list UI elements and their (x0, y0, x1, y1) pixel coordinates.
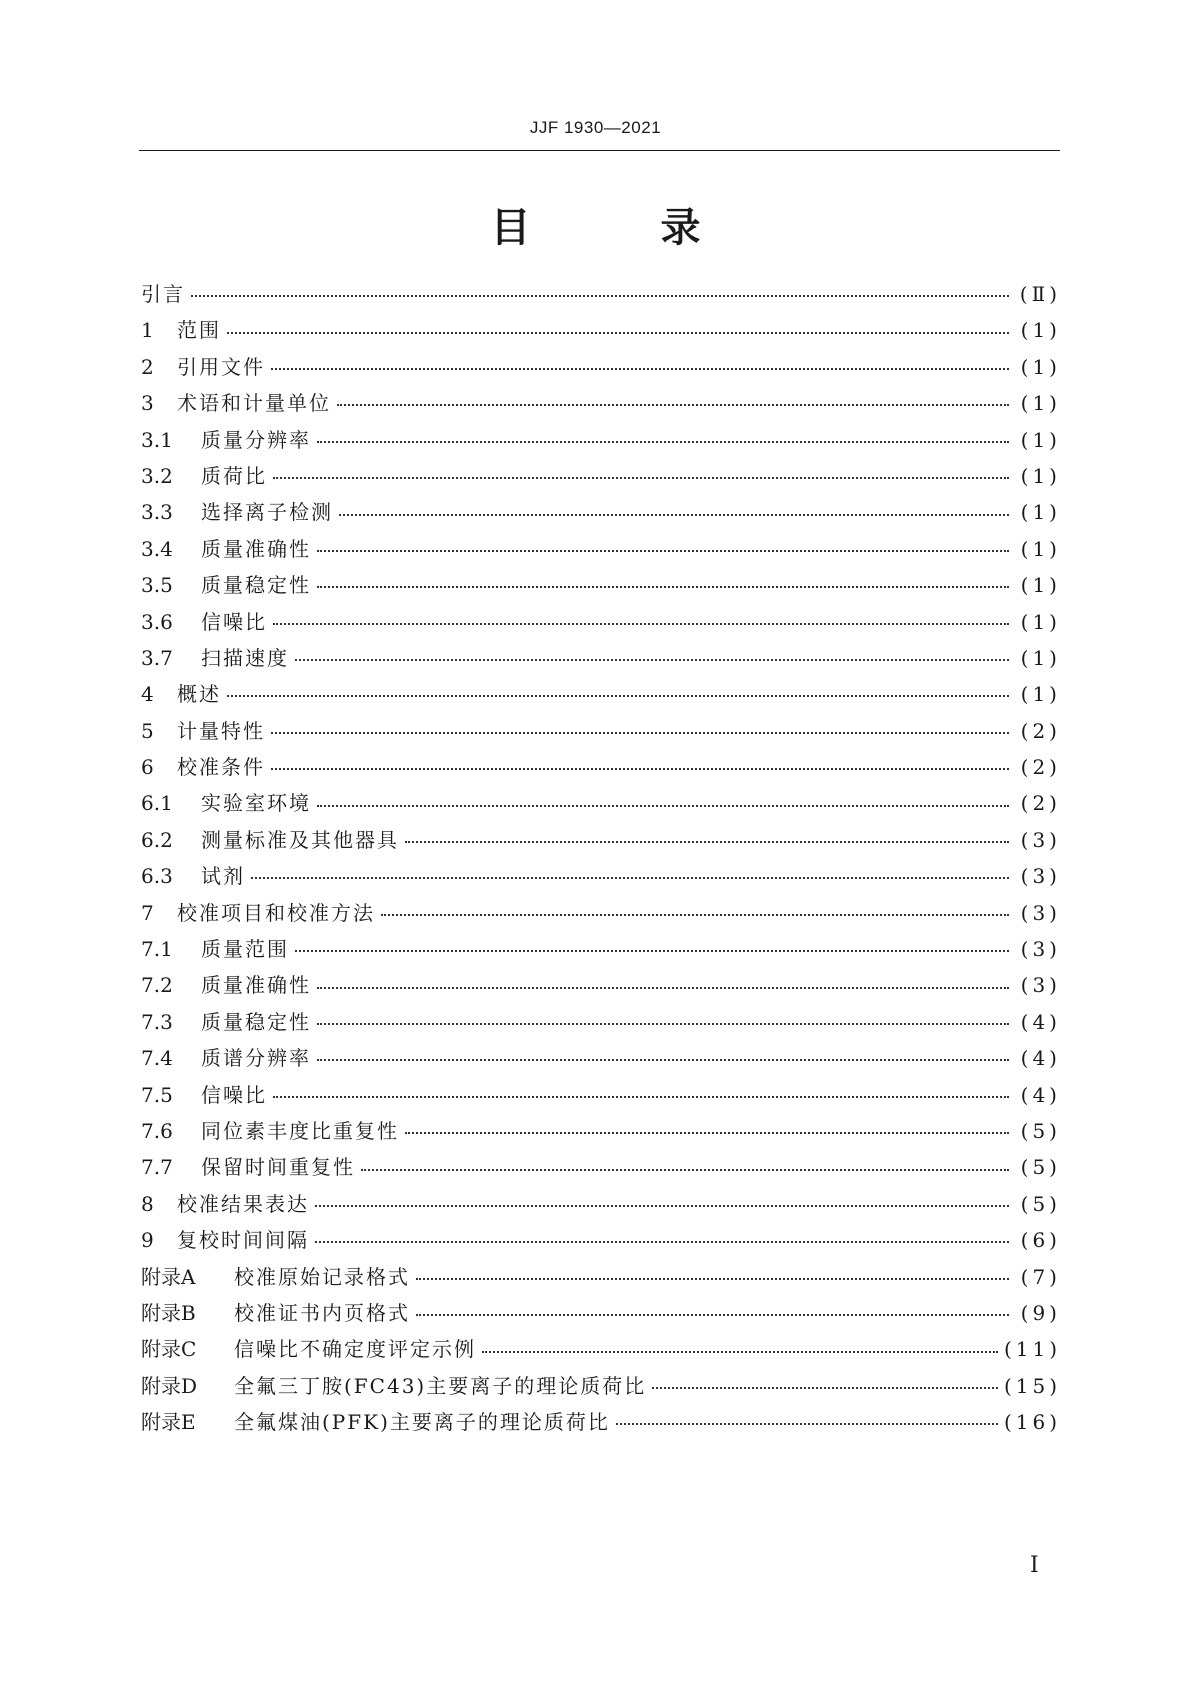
toc-entry-page: (2) (1020, 791, 1061, 816)
toc-leader-dots (273, 1096, 1009, 1098)
toc-entry-title: 校准项目和校准方法 (177, 900, 375, 925)
toc-leader-dots (317, 550, 1009, 552)
toc-entry-number: 3 (141, 391, 154, 416)
toc-entry-page: (1) (1020, 500, 1061, 525)
toc-entry[interactable] (141, 1331, 1061, 1367)
toc-entry[interactable] (141, 713, 1061, 749)
toc-entry-number: 附录A (141, 1264, 196, 1289)
toc-entry[interactable] (141, 494, 1061, 530)
toc-entry-page: (1) (1020, 609, 1061, 634)
toc-entry[interactable] (141, 967, 1061, 1003)
toc-entry-page: (1) (1020, 354, 1061, 379)
toc-entry-title: 选择离子检测 (201, 500, 333, 525)
toc-entry[interactable] (141, 785, 1061, 821)
toc-entry-number: 3.5 (141, 573, 173, 598)
toc-leader-dots (405, 841, 1009, 843)
toc-entry-page: (6) (1020, 1228, 1061, 1253)
toc-entry-title: 质量稳定性 (201, 1009, 311, 1034)
toc-entry-number: 1 (141, 318, 154, 343)
toc-entry-page: (1) (1020, 318, 1061, 343)
toc-entry-title: 复校时间间隔 (177, 1228, 309, 1253)
toc-leader-dots (271, 768, 1009, 770)
toc-leader-dots (317, 441, 1009, 443)
toc-entry-number: 9 (141, 1228, 154, 1253)
toc-entry-title: 信噪比 (201, 1082, 267, 1107)
toc-entry-page: (1) (1020, 427, 1061, 452)
toc-entry-page: (2) (1020, 718, 1061, 743)
header-rule (139, 150, 1060, 151)
toc-entry[interactable] (141, 604, 1061, 640)
toc-leader-dots (251, 877, 1009, 879)
toc-entry-page: (3) (1020, 864, 1061, 889)
toc-entry-title: 质量准确性 (201, 973, 311, 998)
toc-entry-number: 3.2 (141, 463, 173, 488)
toc-entry[interactable] (141, 422, 1061, 458)
toc-entry-page: (3) (1020, 937, 1061, 962)
toc-leader-dots (616, 1423, 998, 1425)
toc-entry[interactable] (141, 1113, 1061, 1149)
toc-entry-number: 7.5 (141, 1082, 173, 1107)
toc-title: 目 录 (490, 205, 759, 251)
toc-entry-number: 7.2 (141, 973, 173, 998)
toc-entry-title: 试剂 (201, 864, 245, 889)
toc-leader-dots (227, 332, 1009, 334)
toc-entry-title: 引用文件 (177, 354, 265, 379)
toc-entry-number: 6.3 (141, 864, 173, 889)
toc-entry[interactable] (141, 931, 1061, 967)
toc-entry-number: 7 (141, 900, 154, 925)
toc-entry[interactable] (141, 1368, 1061, 1404)
toc-entry-page: (7) (1020, 1264, 1061, 1289)
toc-leader-dots (273, 623, 1009, 625)
toc-entry-number: 3.6 (141, 609, 173, 634)
toc-entry-title: 质量范围 (201, 937, 289, 962)
toc-leader-dots (271, 368, 1009, 370)
toc-entry-title: 全氟三丁胺(FC43)主要离子的理论质荷比 (234, 1373, 647, 1398)
toc-entry-number: 7.7 (141, 1155, 173, 1180)
toc-entry-page: (1) (1020, 536, 1061, 561)
toc-entry-title: 质量分辨率 (201, 427, 311, 452)
toc-entry-page: (3) (1020, 827, 1061, 852)
toc-leader-dots (315, 1205, 1009, 1207)
toc-entry-title: 范围 (177, 318, 221, 343)
toc-entry-title: 校准结果表达 (177, 1191, 309, 1216)
toc-entry[interactable] (141, 567, 1061, 603)
toc-entry[interactable] (141, 312, 1061, 348)
toc-leader-dots (315, 1241, 1009, 1243)
toc-entry-page: (1) (1020, 645, 1061, 670)
toc-entry-title: 测量标准及其他器具 (201, 827, 399, 852)
toc-entry[interactable] (141, 1040, 1061, 1076)
toc-leader-dots (317, 805, 1009, 807)
toc-leader-dots (405, 1132, 1009, 1134)
toc-entry-number: 7.4 (141, 1046, 173, 1071)
toc-entry[interactable] (141, 749, 1061, 785)
toc-entry[interactable] (141, 1222, 1061, 1258)
toc-entry[interactable] (141, 640, 1061, 676)
toc-entry-title: 质量准确性 (201, 536, 311, 561)
toc-entry-title: 校准条件 (177, 755, 265, 780)
toc-entry-page: (4) (1020, 1009, 1061, 1034)
toc-entry-number: 7.3 (141, 1009, 173, 1034)
toc-leader-dots (317, 586, 1009, 588)
toc-entry-title: 质量稳定性 (201, 573, 311, 598)
toc-entry-page: (11) (1003, 1337, 1061, 1362)
toc-entry-title: 实验室环境 (201, 791, 311, 816)
toc-leader-dots (317, 1059, 1009, 1061)
toc-entry-number: 附录B (141, 1300, 196, 1325)
toc-entry-title: 信噪比 (201, 609, 267, 634)
toc-entry-number: 8 (141, 1191, 154, 1216)
toc-entry-page: (2) (1020, 755, 1061, 780)
toc-entry-number: 2 (141, 354, 154, 379)
toc-entry-title: 全氟煤油(PFK)主要离子的理论质荷比 (234, 1410, 610, 1435)
toc-leader-dots (361, 1169, 1009, 1171)
toc-entry-title: 信噪比不确定度评定示例 (234, 1337, 476, 1362)
toc-leader-dots (191, 295, 1009, 297)
toc-entry-number: 3.7 (141, 645, 173, 670)
toc-entry-page: (15) (1003, 1373, 1061, 1398)
document-code: JJF 1930—2021 (529, 118, 662, 137)
toc-entry[interactable] (141, 1295, 1061, 1331)
toc-entry-page: (Ⅱ) (1019, 282, 1061, 306)
toc-entry-number: 附录E (141, 1410, 196, 1435)
toc-leader-dots (482, 1351, 998, 1353)
toc-entry-page: (4) (1020, 1046, 1061, 1071)
toc-entry-title: 扫描速度 (201, 645, 289, 670)
toc-entry-number: 6 (141, 755, 154, 780)
toc-leader-dots (295, 950, 1009, 952)
toc-entry[interactable] (141, 1004, 1061, 1040)
toc-entry[interactable] (141, 676, 1061, 712)
toc-leader-dots (416, 1314, 1009, 1316)
toc-entry-title: 概述 (177, 682, 221, 707)
toc-leader-dots (295, 659, 1009, 661)
toc-entry-page: (4) (1020, 1082, 1061, 1107)
toc-entry[interactable] (141, 385, 1061, 421)
toc-entry-number: 7.1 (141, 937, 173, 962)
toc-leader-dots (416, 1278, 1009, 1280)
toc-entry-page: (1) (1020, 682, 1061, 707)
toc-leader-dots (317, 1023, 1009, 1025)
toc-leader-dots (317, 987, 1009, 989)
toc-entry-number: 6.1 (141, 791, 173, 816)
toc-entry[interactable] (141, 1149, 1061, 1185)
toc-entry-title: 质荷比 (201, 463, 267, 488)
toc-entry-page: (1) (1020, 463, 1061, 488)
toc-entry-title: 术语和计量单位 (177, 391, 331, 416)
toc-leader-dots (339, 514, 1009, 516)
toc-entry[interactable] (141, 531, 1061, 567)
toc-entry-title: 引言 (141, 282, 185, 306)
toc-entry-title: 质谱分辨率 (201, 1046, 311, 1071)
toc-entry-page: (1) (1020, 391, 1061, 416)
toc-entry-page: (3) (1020, 973, 1061, 998)
toc-entry[interactable] (141, 1404, 1061, 1440)
toc-entry-number: 3.1 (141, 427, 173, 452)
toc-leader-dots (381, 914, 1009, 916)
toc-entry-number: 5 (141, 718, 154, 743)
toc-entry-title: 校准证书内页格式 (234, 1300, 410, 1325)
toc-entry[interactable] (141, 458, 1061, 494)
toc-entry-number: 6.2 (141, 827, 173, 852)
toc-entry[interactable] (141, 1186, 1061, 1222)
toc-entry[interactable] (141, 1077, 1061, 1113)
toc-entry-number: 3.3 (141, 500, 173, 525)
toc-entry[interactable] (141, 349, 1061, 385)
toc-entry[interactable] (141, 895, 1061, 931)
toc-leader-dots (337, 404, 1009, 406)
toc-entry-number: 7.6 (141, 1118, 173, 1143)
toc-entry-page: (16) (1003, 1410, 1061, 1435)
toc-leader-dots (273, 477, 1009, 479)
page-number: Ⅰ (1030, 1552, 1039, 1577)
toc-entry-number: 附录C (141, 1337, 197, 1362)
toc-entry-number: 附录D (141, 1373, 198, 1398)
toc-entry-page: (1) (1020, 573, 1061, 598)
toc-entry-title: 计量特性 (177, 718, 265, 743)
toc-entry[interactable] (141, 276, 1061, 312)
toc-leader-dots (227, 695, 1009, 697)
toc-entry-page: (9) (1020, 1300, 1061, 1325)
toc-entry-page: (3) (1020, 900, 1061, 925)
toc-entry[interactable] (141, 822, 1061, 858)
table-of-contents (141, 276, 1061, 1441)
toc-entry-title: 校准原始记录格式 (234, 1264, 410, 1289)
toc-entry-number: 4 (141, 682, 154, 707)
toc-leader-dots (271, 732, 1009, 734)
toc-entry-number: 3.4 (141, 536, 173, 561)
toc-entry-title: 同位素丰度比重复性 (201, 1118, 399, 1143)
toc-entry-page: (5) (1020, 1155, 1061, 1180)
toc-leader-dots (652, 1387, 998, 1389)
toc-entry-page: (5) (1020, 1118, 1061, 1143)
toc-entry[interactable] (141, 858, 1061, 894)
toc-entry-title: 保留时间重复性 (201, 1155, 355, 1180)
toc-entry[interactable] (141, 1259, 1061, 1295)
toc-entry-page: (5) (1020, 1191, 1061, 1216)
